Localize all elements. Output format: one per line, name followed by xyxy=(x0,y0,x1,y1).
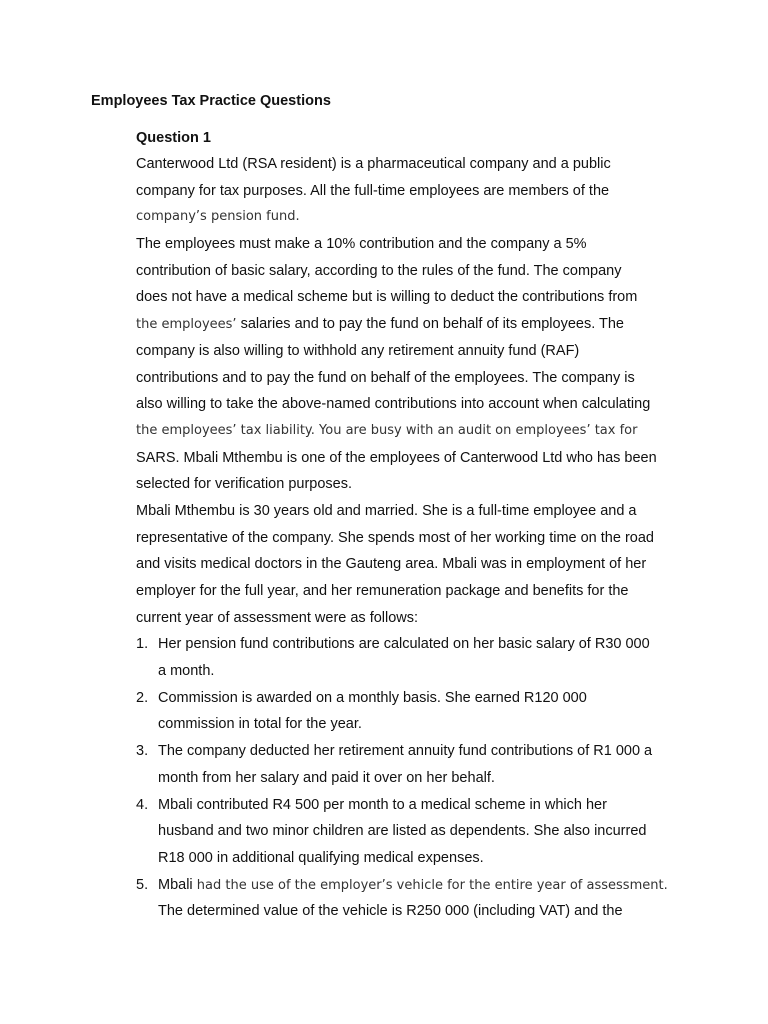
list-line: R18 000 in additional qualifying medical expenses. xyxy=(158,849,484,866)
list-line: Mbali contributed R4 500 per month to a medical scheme in which her xyxy=(158,796,607,813)
list-number: 1. xyxy=(136,636,149,653)
paragraph-line: current year of assessment were as follows: xyxy=(136,609,419,626)
paragraph-line: and visits medical doctors in the Gauteng area. Mbali was in employment of her xyxy=(136,556,647,573)
paragraph-span: salaries and to pay the fund on behalf of its employees. The xyxy=(236,316,624,333)
paragraph-line xyxy=(136,311,696,338)
paragraph-line: also willing to take the above-named contributions into account when calculating xyxy=(136,396,651,413)
paragraph-line: company is also willing to withhold any retirement annuity fund (RAF) xyxy=(136,342,580,359)
list-item-1 xyxy=(136,631,696,684)
paragraph-line: company for tax purposes. All the full-time employees are members of the xyxy=(136,182,610,199)
paragraph-line: selected for verification purposes. xyxy=(136,476,352,493)
paragraph-line: company’s pension fund. xyxy=(136,209,300,225)
list-line: husband and two minor children are listed as dependents. She also incurred xyxy=(158,823,647,840)
paragraph-span: the employees’ xyxy=(136,317,237,333)
list-line: The company deducted her retirement annuity fund contributions of R1 000 a xyxy=(158,743,653,760)
paragraph-line: contributions and to pay the fund on behalf of the employees. The company is xyxy=(136,369,635,386)
list-number: 2. xyxy=(136,689,149,706)
paragraph-line: SARS. Mbali Mthembu is one of the employees of Canterwood Ltd who has been xyxy=(136,449,657,466)
list-span: had the use of the employer’s vehicle for the entire year of assessment. xyxy=(192,877,668,893)
list-line: month from her salary and paid it over on her behalf. xyxy=(158,769,495,786)
list-line: a month. xyxy=(158,663,215,680)
list-line: commission in total for the year. xyxy=(158,716,362,733)
list-number: 5. xyxy=(136,876,149,893)
paragraph-line: Canterwood Ltd (RSA resident) is a pharmaceutical company and a public xyxy=(136,156,611,172)
document-title: Employees Tax Practice Questions xyxy=(91,93,331,109)
list-line: Commission is awarded on a monthly basis. She earned R120 000 xyxy=(158,689,587,706)
list-line: The determined value of the vehicle is R250 000 (including VAT) and the xyxy=(158,903,623,920)
question-heading: Question 1 xyxy=(136,130,211,146)
paragraph-line: Mbali Mthembu is 30 years old and married. She is a full-time employee and a xyxy=(136,502,637,519)
question-body xyxy=(136,151,696,925)
list-item-4 xyxy=(136,792,696,872)
list-item-5 xyxy=(136,872,696,925)
list-item-2 xyxy=(136,685,696,738)
list-span: Mbali xyxy=(158,876,193,893)
list-item-3 xyxy=(136,738,696,791)
paragraph-line: employer for the full year, and her remuneration package and benefits for the xyxy=(136,583,629,599)
paragraph-line: the employees’ tax liability. You are busy with an audit on employees’ tax for xyxy=(136,422,638,438)
paragraph-line: does not have a medical scheme but is willing to deduct the contributions from xyxy=(136,289,638,306)
list-line: Her pension fund contributions are calculated on her basic salary of R30 000 xyxy=(158,636,650,653)
list-line xyxy=(158,872,696,899)
list-number: 4. xyxy=(136,796,149,813)
paragraph-line: representative of the company. She spends most of her working time on the road xyxy=(136,529,654,546)
list-number: 3. xyxy=(136,743,149,760)
paragraph-line: contribution of basic salary, according to the rules of the fund. The company xyxy=(136,262,622,279)
paragraph-line: The employees must make a 10% contribution and the company a 5% xyxy=(136,236,587,253)
